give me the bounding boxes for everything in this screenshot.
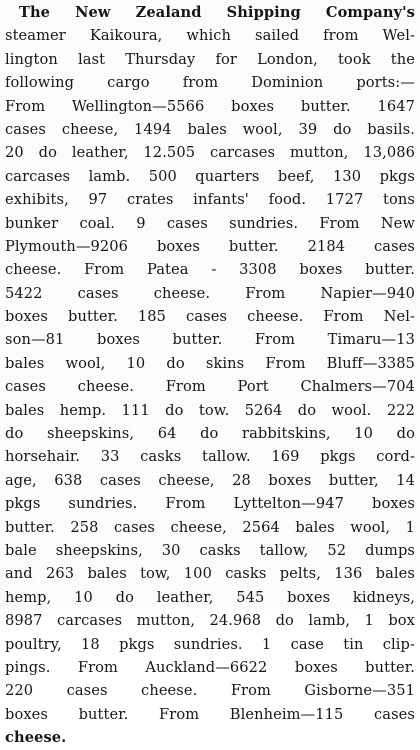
- article-line: 5422 cases cheese. From Napier—940: [5, 284, 415, 302]
- article-line: age, 638 cases cheese, 28 boxes butter, 14: [5, 471, 415, 489]
- article-column: [5, 1, 415, 750]
- article-line: bale sheepskins, 30 casks tallow, 52 dumps: [5, 541, 415, 559]
- article-line: lington last Thursday for London, took the: [5, 50, 415, 68]
- article-line: bunker coal. 9 cases sundries. From New: [5, 214, 415, 232]
- article-line: butter. 258 cases cheese, 2564 bales wool, 1: [5, 518, 415, 536]
- article-line: son—81 boxes butter. From Timaru—13: [5, 331, 415, 349]
- article-line: 8987 carcases mutton, 24.968 do lamb, 1 box: [5, 612, 415, 630]
- article-line: following cargo from Dominion ports:—: [5, 74, 415, 92]
- article-line: Plymouth—9206 boxes butter. 2184 cases: [5, 237, 415, 255]
- article-line: hemp, 10 do leather, 545 boxes kidneys,: [5, 588, 415, 606]
- article-line: 220 cases cheese. From Gisborne—351: [5, 682, 415, 700]
- article-line: cases cheese, 1494 bales wool, 39 do basils.: [5, 120, 415, 138]
- article-line: do sheepskins, 64 do rabbitskins, 10 do: [5, 425, 415, 443]
- article-line: cheese. From Patea - 3308 boxes butter.: [5, 261, 415, 279]
- article-line: steamer Kaikoura, which sailed from Wel-: [5, 27, 415, 45]
- article-line: 20 do leather, 12.505 carcases mutton, 13,086: [5, 144, 415, 162]
- article-line: bales wool, 10 do skins From Bluff—3385: [5, 354, 415, 372]
- article-line: horsehair. 33 casks tallow. 169 pkgs cord-: [5, 448, 415, 466]
- article-line: pings. From Auckland—6622 boxes butter.: [5, 658, 415, 676]
- article-line: cases cheese. From Port Chalmers—704: [5, 378, 415, 396]
- article-line: poultry, 18 pkgs sundries. 1 case tin clip-: [5, 635, 415, 653]
- article-line: boxes butter. From Blenheim—115 cases: [5, 705, 415, 723]
- article-line: carcases lamb. 500 quarters beef, 130 pkgs: [5, 167, 415, 185]
- article-line: bales hemp. 111 do tow. 5264 do wool. 222: [5, 401, 415, 419]
- article-line: pkgs sundries. From Lyttelton—947 boxes: [5, 495, 415, 513]
- article-line: cheese.: [5, 729, 67, 747]
- article-line: The New Zealand Shipping Company's: [19, 4, 415, 21]
- article-line: From Wellington—5566 boxes butter. 1647: [5, 97, 415, 115]
- article-line: and 263 bales tow, 100 casks pelts, 136 bales: [5, 565, 415, 583]
- article-line: boxes butter. 185 cases cheese. From Nel-: [5, 308, 415, 326]
- article-line: exhibits, 97 crates infants' food. 1727 tons: [5, 191, 415, 209]
